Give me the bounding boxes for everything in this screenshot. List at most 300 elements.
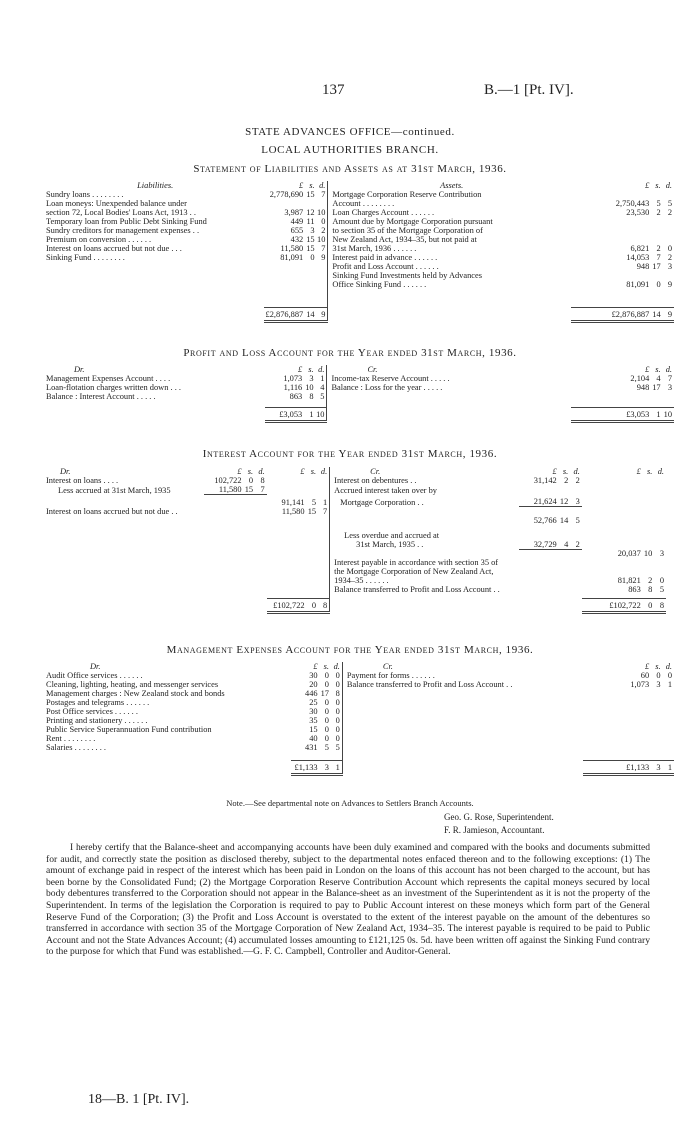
management-left-pence: 0 — [335, 680, 340, 689]
int-cr-net-pounds: 20,037 — [617, 549, 641, 558]
balance-sheet-right-label: 31st March, 1936 . . . . . . — [328, 244, 571, 253]
balance-sheet-left-shillings — [305, 199, 316, 208]
profit-loss-left-pence: 1 — [320, 374, 325, 383]
balance-sheet-right-pounds — [571, 235, 651, 244]
management-left-label: Management charges : New Zealand stock and bonds — [46, 689, 225, 698]
int-cr-debentures-pence: 2 — [575, 476, 580, 485]
balance-sheet-left-pence — [317, 262, 328, 271]
balance-sheet-left-label — [46, 280, 264, 289]
management-right-label — [342, 725, 582, 734]
int-cr-total-shillings: 0 — [643, 599, 655, 613]
pl-dr-total-pence: 10 — [316, 408, 327, 422]
balance-sheet-left-label — [46, 271, 264, 280]
departmental-note: Note.—See departmental note on Advances to Settlers Branch Accounts. — [226, 798, 474, 808]
balance-sheet-left-pounds: 2,778,690 — [269, 190, 304, 199]
profit-loss-left-pence: 5 — [320, 392, 325, 401]
signature-superintendent: Geo. G. Rose, Superintendent. — [444, 812, 554, 822]
currency-pence: d. — [665, 662, 672, 671]
balance-sheet-right-pounds — [571, 190, 651, 199]
branch-title: LOCAL AUTHORITIES BRANCH. — [261, 144, 439, 156]
management-left-pence: 0 — [335, 725, 340, 734]
management-left-label: Cleaning, lighting, heating, and messenger services — [46, 680, 219, 689]
profit-loss-right-shillings: 4 — [656, 374, 661, 383]
management-left-label: Post Office services . . . . . . — [46, 707, 138, 716]
management-right-pounds — [583, 725, 651, 734]
profit-loss-row — [46, 374, 674, 383]
int-dr-accrued-pence: 7 — [322, 506, 328, 516]
int-dr-accrued-pounds: 11,580 — [281, 506, 305, 516]
int-dr-total-pence: 8 — [318, 599, 330, 613]
balance-sheet-right-pence — [663, 190, 674, 199]
currency-pence: d. — [258, 467, 265, 476]
profit-loss-left-pence: 4 — [320, 383, 325, 392]
balance-sheet-row — [46, 280, 674, 289]
management-left-pounds: 446 — [305, 689, 318, 698]
signature-accountant: F. R. Jamieson, Accountant. — [444, 825, 545, 835]
balance-sheet-left-pence — [317, 280, 328, 289]
int-dr-heading: Dr. — [60, 467, 71, 476]
management-right-label — [342, 716, 582, 725]
currency-pounds: £ — [299, 181, 304, 190]
balance-sheet-left-pence: 0 — [321, 217, 326, 226]
int-cr-payable-label-3: 1934–35 . . . . . . — [330, 576, 582, 585]
balance-sheet-right-shillings: 5 — [656, 199, 661, 208]
balance-sheet-right-pounds: 23,530 — [626, 208, 650, 217]
management-left-shillings: 0 — [324, 671, 329, 680]
currency-pounds: £ — [237, 467, 242, 476]
currency-pounds: £ — [645, 365, 650, 374]
balance-sheet-right-label: Interest paid in advance . . . . . . — [328, 253, 571, 262]
balance-sheet-row — [46, 271, 674, 280]
int-cr-less-label-1: Less overdue and accrued at — [330, 531, 519, 540]
management-row — [46, 671, 674, 680]
int-cr-debentures-label: Interest on debentures . . — [330, 476, 519, 485]
balance-sheet-left-shillings: 0 — [310, 253, 315, 262]
balance-sheet-left-label: Interest on loans accrued but not due . . . — [46, 244, 182, 253]
management-right-pounds: 60 — [640, 671, 650, 680]
profit-loss-left-pounds: 863 — [289, 392, 303, 401]
balance-sheet-right-shillings: 17 — [652, 262, 661, 271]
liabilities-heading: Liabilities. — [137, 181, 174, 190]
profit-loss-right-pence: 3 — [667, 383, 672, 392]
management-right-shillings — [651, 698, 662, 707]
balance-sheet-left-label: section 72, Local Bodies' Loans Act, 1913 . . — [46, 208, 196, 217]
management-left-pounds: 40 — [309, 734, 318, 743]
balance-sheet-right-label: New Zealand Act, 1934–35, but not paid at — [328, 235, 571, 244]
management-title: Management Expenses Account for the Year ended 31st March, 1936. — [166, 644, 534, 656]
management-left-pence: 0 — [335, 698, 340, 707]
balance-sheet-right-shillings — [651, 271, 662, 280]
balance-sheet-row — [46, 199, 674, 208]
profit-loss-right-pence — [663, 392, 674, 401]
int-cr-net-shillings: 10 — [643, 549, 653, 558]
balance-sheet-right-pounds — [571, 271, 651, 280]
management-left-label: Salaries . . . . . . . . — [46, 743, 107, 752]
balance-sheet-left-shillings — [305, 262, 316, 271]
management-right-pounds — [583, 734, 651, 743]
currency-shillings: s. — [655, 662, 661, 671]
management-right-pence — [663, 743, 674, 752]
management-left-label: Audit Office services . . . . . . — [46, 671, 143, 680]
currency-shillings: s. — [308, 365, 314, 374]
management-table — [46, 662, 674, 776]
int-cr-payable-pence: 0 — [659, 576, 664, 585]
management-right-pence: 0 — [667, 671, 672, 680]
profit-loss-right-label: Income-tax Reserve Account . . . . . — [327, 374, 571, 383]
int-dr-net-shillings: 5 — [311, 497, 317, 507]
currency-pence: d. — [665, 365, 672, 374]
management-left-shillings: 5 — [324, 743, 329, 752]
currency-pounds: £ — [636, 467, 641, 476]
balance-sheet-row — [46, 190, 674, 199]
management-right-pence — [663, 716, 674, 725]
balance-sheet-right-shillings: 2 — [656, 208, 661, 217]
int-cr-accrued-pence: 3 — [575, 497, 580, 506]
int-cr-accrued-pounds: 21,624 — [533, 497, 557, 506]
liabilities-total-pence: 9 — [317, 308, 328, 322]
profit-loss-right-pounds — [571, 392, 652, 401]
int-cr-accrued-label-1: Accrued interest taken over by — [330, 485, 519, 495]
balance-sheet-right-pounds: 2,750,443 — [615, 199, 650, 208]
management-right-label: Balance transferred to Profit and Loss Account . . — [342, 680, 582, 689]
currency-shillings: s. — [562, 467, 569, 476]
management-left-pence: 8 — [335, 689, 340, 698]
balance-sheet-left-pounds — [264, 262, 305, 271]
currency-pounds: £ — [298, 365, 303, 374]
pl-cr-total-pence: 10 — [663, 408, 674, 422]
management-left-pounds: 15 — [309, 725, 318, 734]
management-left-shillings: 0 — [324, 698, 329, 707]
profit-loss-row — [46, 392, 674, 401]
balance-sheet-left-pence — [317, 271, 328, 280]
int-cr-debentures-shillings: 2 — [564, 476, 569, 485]
management-left-pence: 0 — [335, 671, 340, 680]
profit-loss-right-shillings: 17 — [652, 383, 661, 392]
balance-sheet-right-label: Amount due by Mortgage Corporation pursuant — [328, 217, 571, 226]
management-left-shillings: 0 — [324, 716, 329, 725]
management-right-pence — [663, 725, 674, 734]
profit-loss-right-shillings — [651, 392, 662, 401]
management-right-pounds — [583, 698, 651, 707]
pl-cr-total-shillings: 1 — [651, 408, 662, 422]
balance-sheet-right-pence: 0 — [667, 244, 672, 253]
mgmt-dr-total-pence: 1 — [331, 761, 342, 775]
int-cr-net-pence: 3 — [659, 549, 664, 558]
balance-sheet-right-pounds — [571, 217, 651, 226]
balance-sheet-left-pounds: 3,987 — [284, 208, 304, 217]
management-right-shillings — [651, 725, 662, 734]
int-cr-total-pounds: £102,722 — [582, 599, 643, 613]
management-left-shillings: 0 — [324, 707, 329, 716]
assets-total-pounds: £2,876,887 — [571, 308, 651, 322]
balance-sheet-right-pounds: 6,821 — [630, 244, 650, 253]
management-row — [46, 680, 674, 689]
liabilities-total-pounds: £2,876,887 — [264, 308, 305, 322]
currency-pence: d. — [318, 365, 325, 374]
profit-loss-title: Profit and Loss Account for the Year ended 31st March, 1936. — [183, 347, 517, 359]
profit-loss-left-shillings: 3 — [309, 374, 314, 383]
currency-pounds: £ — [644, 662, 650, 671]
balance-sheet-right-label: to section 35 of the Mortgage Corporation of — [328, 226, 571, 235]
int-dr-less-shillings: 15 — [244, 485, 254, 494]
management-row — [46, 707, 674, 716]
balance-sheet-right-shillings — [651, 217, 662, 226]
balance-sheet-right-shillings — [651, 226, 662, 235]
int-cr-total-pence: 8 — [654, 599, 666, 613]
mgmt-cr-total-pence: 1 — [663, 761, 674, 775]
management-right-label: Payment for forms . . . . . . — [342, 671, 582, 680]
management-right-label — [342, 734, 582, 743]
balance-sheet-left-shillings: 3 — [310, 226, 315, 235]
mgmt-cr-total-pounds: £1,133 — [583, 761, 651, 775]
balance-sheet-left-label: Temporary loan from Public Debt Sinking Fund — [46, 217, 207, 226]
page-number: 137 — [322, 82, 345, 98]
int-cr-sub-pounds: 52,766 — [533, 515, 557, 525]
int-cr-sub-shillings: 14 — [559, 515, 569, 525]
currency-shillings: s. — [655, 181, 661, 190]
statement-title: Statement of Liabilities and Assets as at 31st March, 1936. — [193, 163, 507, 175]
profit-loss-right-pounds: 948 — [636, 383, 650, 392]
currency-pounds: £ — [300, 467, 305, 476]
management-left-pence: 5 — [335, 743, 340, 752]
management-right-shillings: 3 — [656, 680, 661, 689]
balance-sheet-left-pence: 2 — [321, 226, 326, 235]
currency-pounds: £ — [313, 662, 318, 671]
balance-sheet-left-pounds — [264, 280, 305, 289]
balance-sheet-left-pounds: 449 — [290, 217, 304, 226]
currency-pence: d. — [657, 467, 664, 476]
management-left-shillings: 0 — [324, 725, 329, 734]
currency-pounds: £ — [552, 467, 557, 476]
balance-sheet-left-pence: 7 — [321, 190, 326, 199]
page-header — [0, 82, 700, 104]
profit-loss-left-shillings: 10 — [305, 383, 314, 392]
balance-sheet-left-pence: 7 — [321, 244, 326, 253]
balance-sheet-right-pence: 9 — [667, 280, 672, 289]
mgmt-cr-total-shillings: 3 — [651, 761, 662, 775]
int-cr-payable-pounds: 81,821 — [617, 576, 641, 585]
profit-loss-left-pounds: 1,116 — [283, 383, 303, 392]
interest-title: Interest Account for the Year ended 31st March, 1936. — [202, 448, 498, 460]
int-cr-payable-label-1: Interest payable in accordance with section 35 of — [330, 558, 582, 567]
balance-sheet-right-pounds: 14,053 — [626, 253, 650, 262]
management-left-shillings: 0 — [324, 734, 329, 743]
management-left-pounds: 30 — [309, 707, 318, 716]
management-left-pounds: 25 — [309, 698, 318, 707]
balance-sheet-right-pence: 5 — [667, 199, 672, 208]
balance-sheet-left-pence: 10 — [317, 235, 326, 244]
profit-loss-left-label: Balance : Interest Account . . . . . — [46, 392, 156, 401]
balance-sheet-right-label: Office Sinking Fund . . . . . . — [328, 280, 571, 289]
int-dr-loans-label: Interest on loans . . . . — [46, 476, 119, 485]
management-left-shillings: 17 — [320, 689, 329, 698]
balance-sheet-left-pence — [317, 199, 328, 208]
management-row — [46, 734, 674, 743]
int-dr-net-pence: 1 — [322, 497, 328, 507]
int-cr-balance-pounds: 863 — [628, 585, 641, 594]
balance-sheet-left-pounds: 11,580 — [280, 244, 304, 253]
management-right-pounds — [583, 707, 651, 716]
management-left-pounds: 431 — [305, 743, 318, 752]
management-left-pounds: 20 — [309, 680, 318, 689]
int-dr-total-shillings: 0 — [307, 599, 319, 613]
management-row — [46, 698, 674, 707]
int-dr-less-pounds: 11,580 — [218, 485, 242, 494]
int-dr-accrued-label: Interest on loans accrued but not due . . — [46, 506, 178, 516]
mgmt-dr-total-shillings: 3 — [320, 761, 331, 775]
audit-certificate: I hereby certify that the Balance-sheet and accompanying accounts have been duly examined and compared with the books and documents submitted for audit, and correctly state the position as disclosed thereby, subject to the departmental notes enfaced thereon and to the following exceptions: (1) The amount of exchange paid in respect of the interest which has been paid in London on the loans of this account has not been charged to the account, but has been borne by the Consolidated Fund; (2) the Mortgage Corporation Reserve Contribution Account which represents the capital moneys secured by local body debentures transferred to the Corporation should not appear in the Balance-sheet as an investment of the Superintendent as it is not the property of the Superintendent. In terms of the legislation the Corporation is required to pay to Public Account interest on these moneys which form part of the General Reserve Fund of the Corporation; (3) the Profit and Loss Account is overstated to the extent of the interest payable on the amount of the debentures so transferred in accordance with section 35 of the Mortgage Corporation of New Zealand Act, 1934–35. The interest payable is required to be paid to Public Account and not the State Advances Account; (4) accumulated losses amounting to £121,125 0s. 5d. have been written off against the Sinking Fund contrary to the purpose for which that Fund was established.—G. F. C. Campbell, Controller and Auditor-General. — [46, 842, 650, 958]
management-right-label — [342, 698, 582, 707]
currency-shillings: s. — [323, 662, 329, 671]
currency-pence: d. — [319, 181, 326, 190]
int-cr-less-shillings: 4 — [564, 539, 569, 549]
currency-pounds: £ — [645, 181, 650, 190]
int-cr-less-label-2: 31st March, 1935 . . — [330, 540, 519, 550]
balance-sheet-right-pence — [663, 217, 674, 226]
management-right-label — [342, 689, 582, 698]
balance-sheet-right-shillings: 7 — [656, 253, 661, 262]
management-right-label — [342, 743, 582, 752]
management-left-pence: 0 — [335, 734, 340, 743]
currency-pence: d. — [665, 181, 672, 190]
balance-sheet-right-label: Loan Charges Account . . . . . . — [328, 208, 571, 217]
document-reference: B.—1 [Pt. IV]. — [484, 82, 574, 98]
balance-sheet-right-shillings: 0 — [656, 280, 661, 289]
balance-sheet-right-shillings — [651, 190, 662, 199]
profit-loss-right-pence: 7 — [667, 374, 672, 383]
liabilities-total-shillings: 14 — [305, 308, 316, 322]
assets-heading: Assets. — [328, 181, 571, 190]
int-dr-accrued-shillings: 15 — [307, 506, 317, 516]
profit-loss-row — [46, 383, 674, 392]
int-cr-heading: Cr. — [330, 467, 519, 476]
balance-sheet-left-shillings — [305, 271, 316, 280]
balance-sheet-right-pence: 3 — [667, 262, 672, 271]
management-right-shillings: 0 — [656, 671, 661, 680]
balance-sheet-left-shillings — [305, 280, 316, 289]
management-left-shillings: 0 — [324, 680, 329, 689]
mgmt-dr-total-pounds: £1,133 — [291, 761, 320, 775]
balance-sheet-left-shillings: 15 — [306, 244, 315, 253]
management-right-pounds — [583, 716, 651, 725]
balance-sheet-left-label — [46, 262, 264, 271]
management-row — [46, 743, 674, 752]
management-right-pence: 1 — [667, 680, 672, 689]
balance-sheet-left-shillings: 12 — [306, 208, 315, 217]
int-dr-less-label: Less accrued at 31st March, 1935 — [58, 485, 171, 495]
pl-dr-heading: Dr. — [74, 365, 85, 374]
management-right-shillings — [651, 743, 662, 752]
int-cr-balance-label: Balance transferred to Profit and Loss Account . . — [330, 585, 582, 594]
currency-shillings: s. — [655, 365, 661, 374]
management-right-pence — [663, 698, 674, 707]
balance-sheet-left-pounds: 81,091 — [280, 253, 304, 262]
balance-sheet-table — [46, 181, 674, 323]
management-right-pence — [663, 707, 674, 716]
int-dr-total-pounds: £102,722 — [267, 599, 307, 613]
currency-shillings: s. — [247, 467, 254, 476]
int-cr-accrued-shillings: 12 — [559, 497, 569, 506]
int-cr-less-pounds: 32,729 — [533, 539, 557, 549]
pl-dr-total-pounds: £3,053 — [265, 408, 304, 422]
int-dr-loans-pence: 8 — [260, 476, 265, 485]
management-left-label: Rent . . . . . . . . — [46, 734, 96, 743]
int-dr-loans-shillings: 0 — [248, 476, 254, 485]
profit-loss-left-pounds: 1,073 — [283, 374, 303, 383]
int-cr-debentures-pounds: 31,142 — [533, 476, 557, 485]
management-row — [46, 689, 674, 698]
balance-sheet-right-pounds: 81,091 — [626, 280, 650, 289]
page-footer: 18—B. 1 [Pt. IV]. — [88, 1092, 190, 1107]
pl-dr-total-shillings: 1 — [304, 408, 315, 422]
management-right-label — [342, 707, 582, 716]
currency-pence: d. — [320, 467, 328, 476]
management-right-pounds: 1,073 — [630, 680, 650, 689]
profit-loss-left-label: Loan-flotation charges written down . . . — [46, 383, 181, 392]
profit-loss-right-pounds: 2,104 — [630, 374, 650, 383]
currency-shillings: s. — [309, 181, 315, 190]
int-cr-balance-shillings: 8 — [648, 585, 653, 594]
balance-sheet-left-label: Sundry loans . . . . . . . . — [46, 190, 124, 199]
management-left-pounds: 35 — [309, 716, 318, 725]
balance-sheet-row — [46, 217, 674, 226]
int-cr-payable-label-2: the Mortgage Corporation of New Zealand Act, — [330, 567, 582, 576]
balance-sheet-right-pounds — [571, 226, 651, 235]
currency-shillings: s. — [310, 467, 317, 476]
balance-sheet-row — [46, 235, 674, 244]
int-cr-balance-pence: 5 — [659, 585, 664, 594]
balance-sheet-left-pounds: 655 — [290, 226, 304, 235]
balance-sheet-left-shillings: 11 — [306, 217, 315, 226]
pl-cr-heading: Cr. — [327, 365, 571, 374]
balance-sheet-left-shillings: 15 — [306, 190, 315, 199]
currency-pence: d. — [573, 467, 580, 476]
currency-pence: d. — [333, 662, 340, 671]
balance-sheet-right-shillings: 2 — [656, 244, 661, 253]
pl-cr-total-pounds: £3,053 — [571, 408, 652, 422]
balance-sheet-right-label: Sinking Fund Investments held by Advances — [328, 271, 571, 280]
profit-loss-right-label — [327, 392, 571, 401]
balance-sheet-right-pence — [663, 235, 674, 244]
management-left-pence: 0 — [335, 716, 340, 725]
management-left-label: Public Service Superannuation Fund contribution — [46, 725, 212, 734]
int-cr-less-pence: 2 — [575, 539, 580, 549]
balance-sheet-right-label: Account . . . . . . . . — [328, 199, 571, 208]
balance-sheet-right-shillings — [651, 235, 662, 244]
balance-sheet-left-label: Sinking Fund . . . . . . . . — [46, 253, 125, 262]
balance-sheet-left-pounds: 432 — [290, 235, 304, 244]
management-left-pounds: 30 — [309, 671, 318, 680]
balance-sheet-right-pence: 2 — [667, 208, 672, 217]
balance-sheet-row — [46, 208, 674, 217]
profit-loss-left-shillings: 8 — [309, 392, 314, 401]
int-dr-less-pence: 7 — [260, 485, 265, 494]
balance-sheet-left-label: Sundry creditors for management expenses . . — [46, 226, 200, 235]
balance-sheet-left-pence: 9 — [321, 253, 326, 262]
management-right-shillings — [651, 716, 662, 725]
assets-total-pence: 9 — [663, 308, 674, 322]
currency-shillings: s. — [646, 467, 653, 476]
balance-sheet-left-label: Premium on conversion . . . . . . — [46, 235, 152, 244]
balance-sheet-row — [46, 244, 674, 253]
int-cr-accrued-label-2: Mortgage Corporation . . — [330, 495, 519, 507]
management-row — [46, 725, 674, 734]
balance-sheet-right-label: Profit and Loss Account . . . . . . — [328, 262, 571, 271]
profit-loss-left-label: Management Expenses Account . . . . — [46, 374, 171, 383]
management-right-pence — [663, 734, 674, 743]
management-left-label: Printing and stationery . . . . . . — [46, 716, 148, 725]
management-right-pence — [663, 689, 674, 698]
